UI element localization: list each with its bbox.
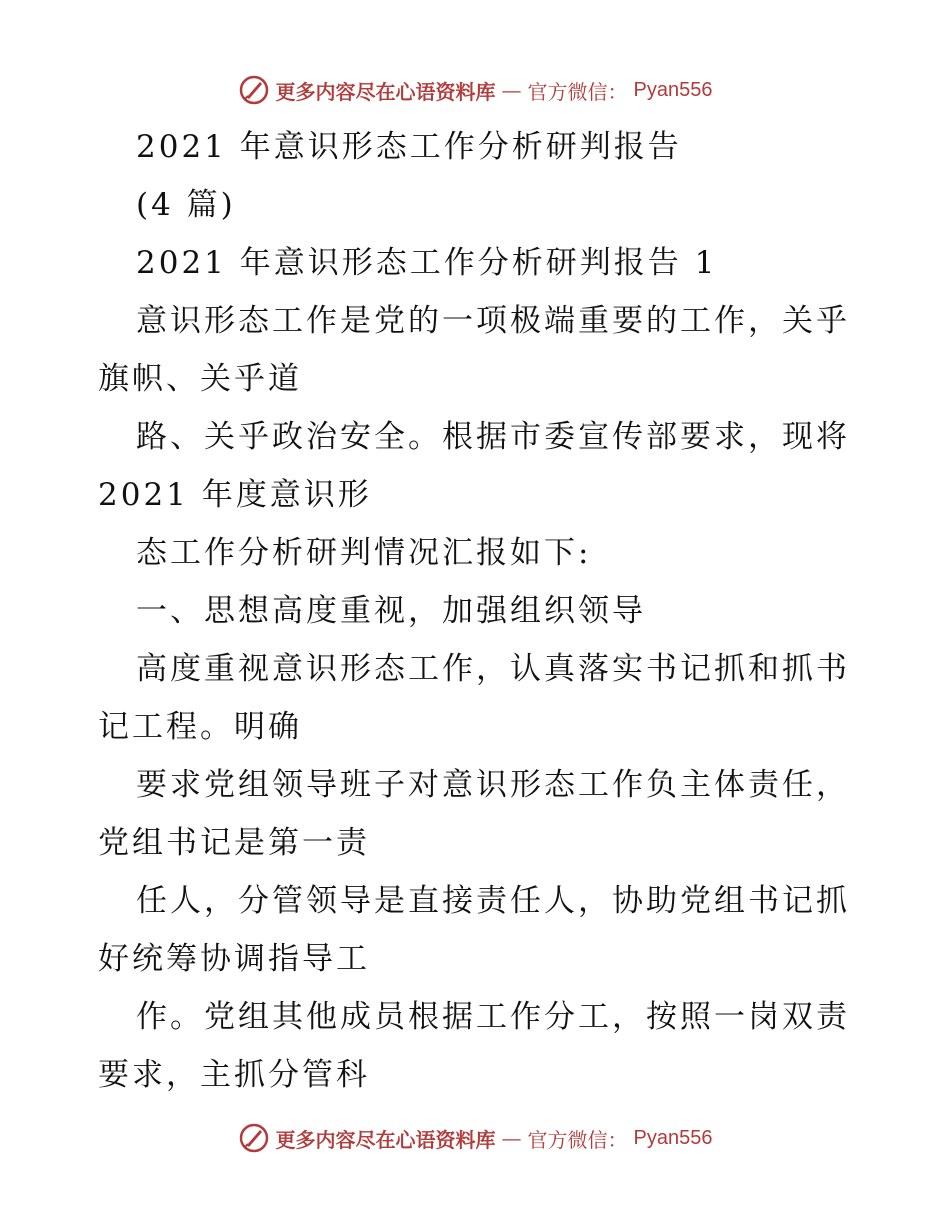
document-line: 2021 年度意识形 (98, 477, 372, 513)
header-banner (0, 70, 950, 110)
document-line: (4 篇) (136, 187, 236, 223)
footer-official-text: 官方微信： (527, 1127, 628, 1152)
header-wechat-id: Pyan556 (633, 78, 713, 101)
footer-separator: — (501, 1126, 522, 1150)
header-site-text: 更多内容尽在心语资料库 (275, 79, 496, 104)
document-line: 要求，主抓分管科 (98, 1057, 370, 1093)
footer-wechat-id: Pyan556 (633, 1126, 713, 1149)
document-line: 党组书记是第一责 (98, 825, 370, 861)
header-separator: — (501, 78, 522, 102)
document-line: 旗帜、关乎道 (98, 361, 302, 397)
header-official-text: 官方微信： (527, 79, 628, 104)
document-line: 2021 年意识形态工作分析研判报告 1 (136, 245, 718, 281)
document-line: 要求党组领导班子对意识形态工作负主体责任， (136, 767, 850, 803)
document-line: 高度重视意识形态工作，认真落实书记抓和抓书 (136, 651, 850, 687)
document-body (98, 118, 858, 1104)
document-line: 意识形态工作是党的一项极端重要的工作，关乎 (136, 303, 850, 339)
document-line: 记工程。明确 (98, 709, 302, 745)
red-quill-logo-icon (238, 1122, 270, 1154)
red-quill-logo-icon (238, 74, 270, 106)
document-line: 2021 年意识形态工作分析研判报告 (136, 129, 682, 165)
document-line: 一、思想高度重视，加强组织领导 (136, 593, 646, 629)
document-line: 路、关乎政治安全。根据市委宣传部要求，现将 (136, 419, 850, 455)
footer-banner (0, 1118, 950, 1158)
document-line: 好统筹协调指导工 (98, 941, 370, 977)
document-line: 作。党组其他成员根据工作分工，按照一岗双责 (136, 999, 850, 1035)
document-line: 任人，分管领导是直接责任人，协助党组书记抓 (136, 883, 850, 919)
document-line: 态工作分析研判情况汇报如下: (136, 535, 592, 571)
footer-site-text: 更多内容尽在心语资料库 (275, 1127, 496, 1152)
